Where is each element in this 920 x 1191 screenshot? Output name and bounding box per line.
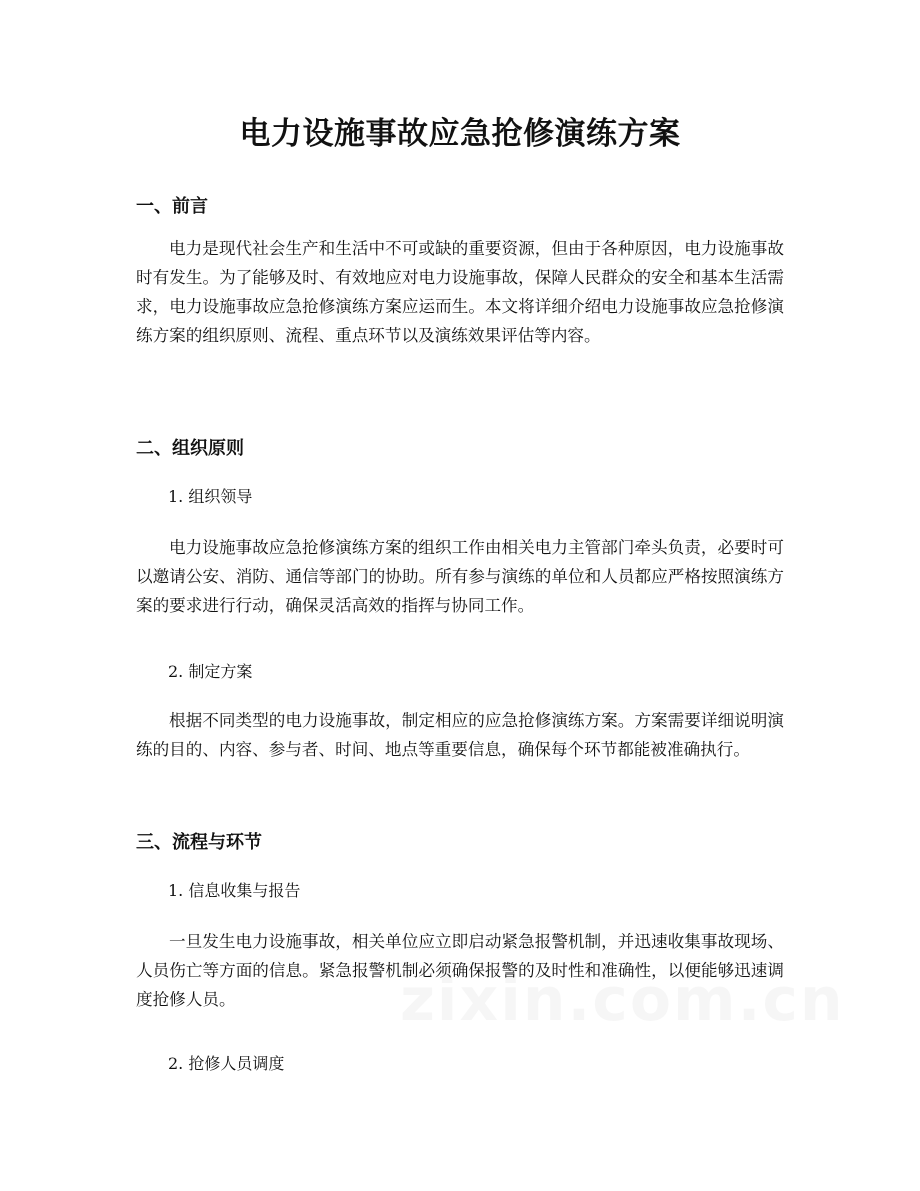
item-label-plan: 2. 制定方案	[168, 662, 253, 681]
paragraph-preface: 电力是现代社会生产和生活中不可或缺的重要资源，但由于各种原因，电力设施事故时有发生。为了能够及时、有效地应对电力设施事故，保障人民群众的安全和基本生活需求，电力设施事故应急抢修演练方案应运而生。本文将详细介绍电力设施事故应急抢修演练方案的组织原则、流程、重点环节以及演练效果评估等内容。	[136, 239, 784, 345]
paragraph-info-report: 一旦发生电力设施事故，相关单位应立即启动紧急报警机制，并迅速收集事故现场、人员伤亡等方面的信息。紧急报警机制必须确保报警的及时性和准确性，以便能够迅速调度抢修人员。	[136, 932, 784, 1009]
item-label-leadership: 1. 组织领导	[168, 487, 253, 506]
section-heading-organization: 二、组织原则	[136, 438, 244, 459]
section-heading-process: 三、流程与环节	[136, 832, 262, 853]
paragraph-plan: 根据不同类型的电力设施事故，制定相应的应急抢修演练方案。方案需要详细说明演练的目的、内容、参与者、时间、地点等重要信息，确保每个环节都能被准确执行。	[136, 711, 784, 759]
item-label-info-report: 1. 信息收集与报告	[168, 881, 301, 900]
section-heading-preface: 一、前言	[136, 196, 208, 217]
item-label-dispatch: 2. 抢修人员调度	[168, 1054, 285, 1073]
paragraph-leadership: 电力设施事故应急抢修演练方案的组织工作由相关电力主管部门牵头负责，必要时可以邀请公安、消防、通信等部门的协助。所有参与演练的单位和人员都应严格按照演练方案的要求进行行动，确保灵活高效的指挥与协同工作。	[136, 538, 784, 615]
document-title: 电力设施事故应急抢修演练方案	[239, 116, 681, 152]
